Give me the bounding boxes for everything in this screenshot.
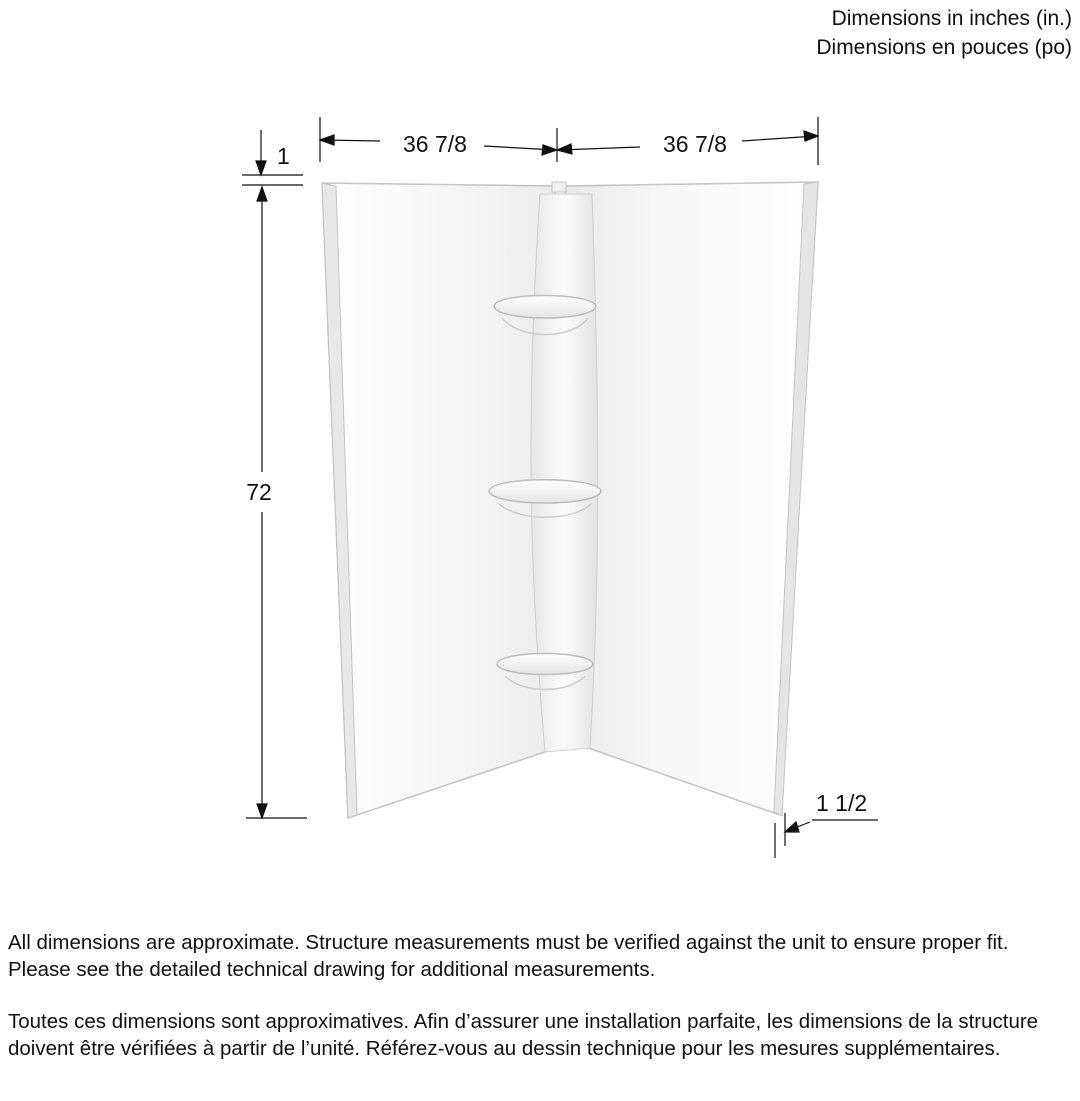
height-label: 72 <box>246 479 272 505</box>
units-french: Dimensions en pouces (po) <box>816 36 1072 59</box>
top-offset-label: 1 <box>277 143 290 169</box>
disclaimer-notes <box>8 929 1074 1087</box>
disclaimer-english: All dimensions are approximate. Structure measurements must be verified against the unit to ensure proper fit. Please see the detailed technical drawing for additional measurements. <box>8 931 1009 981</box>
corner-top-cap <box>552 182 566 192</box>
flange-depth-label: 1 1/2 <box>816 790 868 816</box>
right-width-label: 36 7/8 <box>663 131 727 157</box>
units-english: Dimensions in inches (in.) <box>831 7 1072 30</box>
disclaimer-french: Toutes ces dimensions sont approximatives. Afin d’assurer une installation parfaite, les dimensions de la structure doivent être vérifiées à partir de l’unité. Référez-vous au dessin technique pour les mesures supplémentaires. <box>8 1010 1039 1060</box>
left-width-label: 36 7/8 <box>403 131 467 157</box>
